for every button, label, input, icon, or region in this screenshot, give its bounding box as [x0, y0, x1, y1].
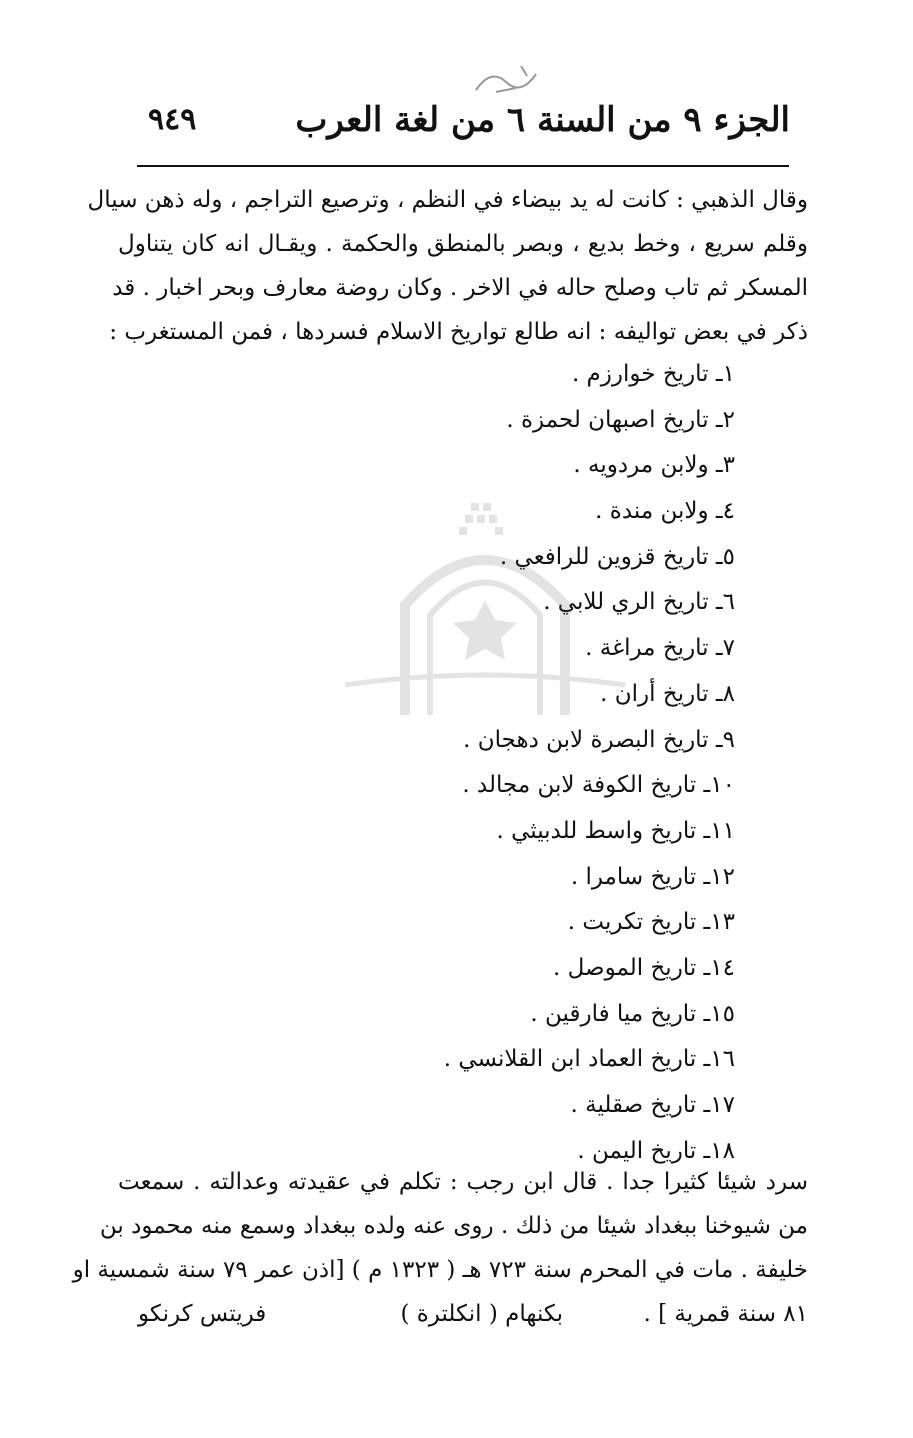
history-list: [215, 352, 735, 1174]
text-line: سرد شيئا كثيرا جدا . قال ابن رجب : تكلم في عقيدته وعدالته . سمعت: [118, 1169, 808, 1195]
stray-ink-mark: [466, 60, 556, 100]
page-number: ٩٤٩: [148, 102, 197, 137]
list-item: ٦ـ تاريخ الري للابي .: [543, 589, 735, 616]
list-item: ١٠ـ تاريخ الكوفة لابن مجالد .: [462, 772, 735, 799]
text-line: من شيوخنا ببغداد شيئا من ذلك . روى عنه ولده ببغداد وسمع منه محمود بن: [99, 1213, 808, 1239]
signature-line: [118, 1292, 808, 1336]
text-line: وقلم سريع ، وخط بديع ، وبصر بالمنطق والحكمة . ويقـال انه كان يتناول: [118, 231, 808, 257]
list-item: ١٨ـ تاريخ اليمن .: [577, 1137, 735, 1164]
header-title: الجزء ٩ من السنة ٦ من لغة العرب: [295, 100, 790, 140]
list-item: ١٥ـ تاريخ ميا فارقين .: [530, 1000, 735, 1027]
signature-author: فريتس كرنكو: [138, 1301, 267, 1327]
list-item: ١٦ـ تاريخ العماد ابن القلانسي .: [443, 1046, 735, 1073]
list-item: ٢ـ تاريخ اصبهان لحمزة .: [506, 406, 735, 433]
list-item: ٨ـ تاريخ أران .: [600, 680, 735, 707]
text-line: خليفة . مات في المحرم سنة ٧٢٣ هـ ( ١٣٢٣ م ) [اذن عمر ٧٩ سنة شمسية او: [72, 1257, 808, 1283]
text-line: ذكر في بعض تواليفه : انه طالع تواريخ الاسلام فسردها ، فمن المستغرب :: [109, 319, 808, 345]
list-item: ١٤ـ تاريخ الموصل .: [553, 954, 735, 981]
list-item: ٧ـ تاريخ مراغة .: [585, 635, 735, 662]
list-item: ١٢ـ تاريخ سامرا .: [570, 863, 735, 890]
signature-place: بكنهام ( انكلترة ): [400, 1301, 563, 1327]
paragraph-end-text: ٨١ سنة قمرية ] .: [643, 1301, 808, 1327]
text-line: المسكر ثم تاب وصلح حاله في الاخر . وكان روضة معارف وبحر اخبار . قد: [112, 275, 808, 301]
running-header: [140, 100, 790, 150]
header-rule: [137, 165, 789, 167]
list-item: ٩ـ تاريخ البصرة لابن دهجان .: [463, 726, 735, 753]
text-line: وقال الذهبي : كانت له يد بيضاء في النظم ، وترصيع التراجم ، وله ذهن سيال: [87, 187, 808, 213]
closing-paragraph: [72, 1160, 808, 1292]
list-item: ١ـ تاريخ خوارزم .: [571, 361, 735, 387]
list-item: ٤ـ ولابن مندة .: [595, 498, 735, 525]
intro-paragraph: [87, 178, 808, 354]
list-item: ١٣ـ تاريخ تكريت .: [567, 909, 735, 936]
list-item: ٥ـ تاريخ قزوين للرافعي .: [499, 543, 735, 570]
list-item: ١١ـ تاريخ واسط للدبيثي .: [496, 817, 735, 844]
list-item: ٣ـ ولابن مردويه .: [573, 452, 735, 479]
list-item: ١٧ـ تاريخ صقلية .: [570, 1092, 735, 1118]
